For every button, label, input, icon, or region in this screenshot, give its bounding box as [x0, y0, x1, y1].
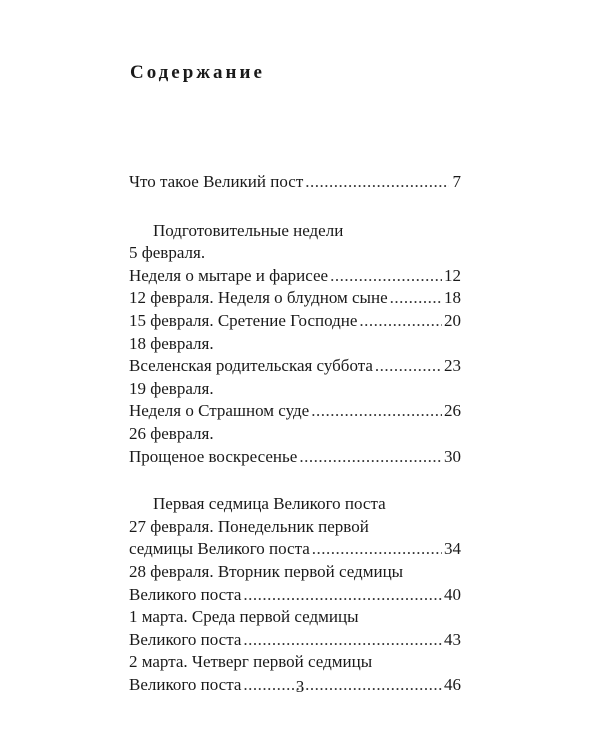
toc-entry-title: Прощеное воскресенье	[129, 446, 298, 466]
dot-leader	[390, 287, 442, 310]
toc-entry[interactable]	[129, 355, 461, 378]
dot-leader	[359, 310, 442, 333]
toc-entry[interactable]	[129, 400, 461, 423]
toc-entry-line: 27 февраля. Понедельник первой	[129, 516, 369, 536]
toc-entry-page: 18	[444, 288, 461, 308]
page-title: Содержание	[130, 62, 265, 83]
toc-entry-page: 40	[444, 584, 461, 604]
toc-entry-line: 19 февраля.	[129, 378, 214, 398]
table-of-contents	[129, 171, 461, 696]
dot-leader	[375, 355, 442, 378]
toc-entry-page: 43	[444, 629, 461, 649]
dot-leader	[312, 538, 442, 561]
toc-entry[interactable]	[129, 584, 461, 607]
toc-entry-page: 34	[444, 539, 461, 559]
toc-entry-line: 18 февраля.	[129, 333, 214, 353]
toc-entry[interactable]	[129, 287, 461, 310]
dot-leader	[305, 171, 449, 194]
toc-entry[interactable]	[129, 629, 461, 652]
toc-entry[interactable]	[129, 538, 461, 561]
toc-entry-page: 26	[444, 401, 461, 421]
toc-entry-line: 1 марта. Среда первой седмицы	[129, 607, 359, 627]
toc-entry-title: седмицы Великого поста	[129, 539, 310, 559]
toc-entry-page: 20	[444, 310, 461, 330]
toc-entry-title: Неделя о Страшном суде	[129, 401, 310, 421]
section-heading: Первая седмица Великого поста	[153, 494, 386, 514]
toc-entry-page: 30	[444, 446, 461, 466]
page-number: 3	[295, 677, 305, 696]
toc-entry-title: Вселенская родительская суббота	[129, 356, 373, 376]
toc-entry[interactable]	[129, 171, 461, 194]
spacer	[129, 194, 461, 220]
toc-entry-page: 46	[444, 674, 461, 694]
toc-entry-title: Великого поста	[129, 674, 242, 694]
toc-entry-line: 2 марта. Четверг первой седмицы	[129, 652, 373, 672]
toc-entry-page: 12	[444, 265, 461, 285]
toc-entry-title: Неделя о мытаре и фарисее	[129, 265, 329, 285]
toc-entry-title: 12 февраля. Неделя о блудном сыне	[129, 288, 388, 308]
dot-leader	[311, 400, 442, 423]
toc-entry-title: 15 февраля. Сретение Господне	[129, 310, 358, 330]
dot-leader	[330, 265, 442, 288]
toc-entry-title: Великого поста	[129, 584, 242, 604]
toc-entry[interactable]	[129, 446, 461, 469]
dot-leader	[243, 584, 442, 607]
toc-entry[interactable]	[129, 310, 461, 333]
spacer	[129, 468, 461, 493]
toc-entry-line: 5 февраля.	[129, 243, 206, 263]
dot-leader	[243, 629, 442, 652]
toc-entry-title: Великого поста	[129, 629, 242, 649]
toc-entry-page: 23	[444, 356, 461, 376]
toc-entry[interactable]	[129, 265, 461, 288]
dot-leader	[299, 446, 442, 469]
toc-entry-page: 7	[452, 172, 461, 191]
toc-entry-line: 26 февраля.	[129, 423, 214, 443]
toc-entry-title: Что такое Великий пост	[129, 172, 304, 191]
toc-entry-line: 28 февраля. Вторник первой седмицы	[129, 561, 404, 581]
section-heading: Подготовительные недели	[153, 220, 344, 240]
